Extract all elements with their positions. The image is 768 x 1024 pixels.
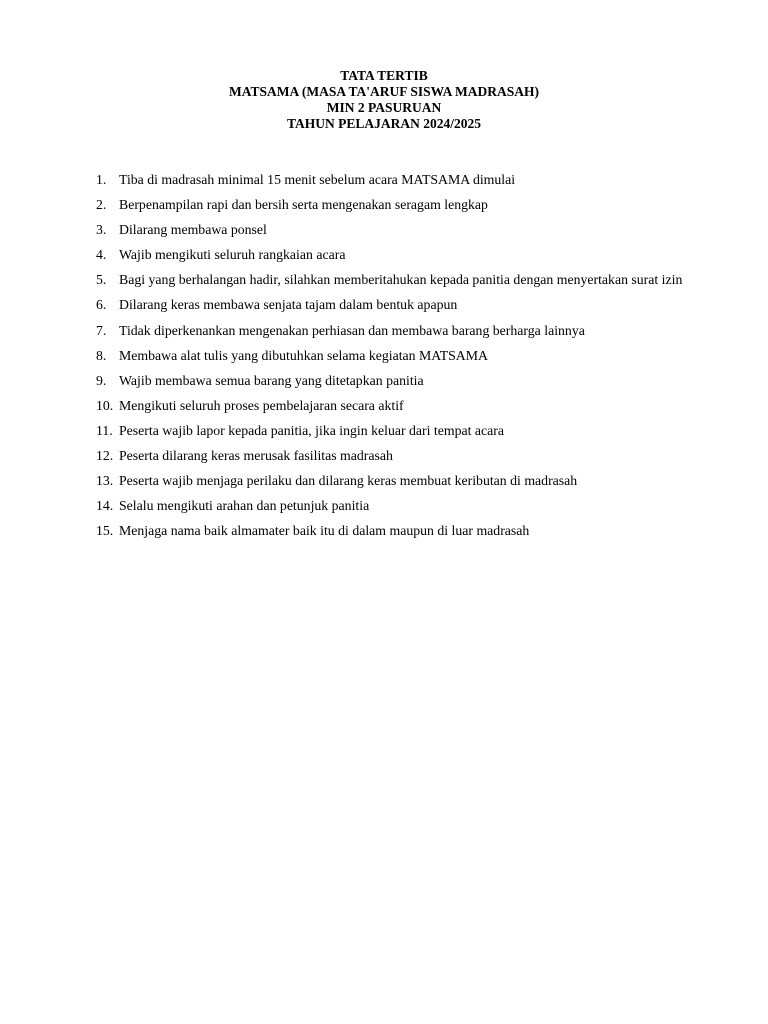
rule-text: Bagi yang berhalangan hadir, silahkan memberitahukan kepada panitia dengan menyertakan surat izin <box>119 272 683 288</box>
rule-item <box>96 518 706 543</box>
rule-item <box>96 217 706 242</box>
rule-item <box>96 368 706 393</box>
rule-text: Berpenampilan rapi dan bersih serta mengenakan seragam lengkap <box>119 197 488 213</box>
rule-text: Tiba di madrasah minimal 15 menit sebelum acara MATSAMA dimulai <box>119 172 516 187</box>
rule-text: Wajib mengikuti seluruh rangkaian acara <box>119 247 346 263</box>
rule-text: Peserta wajib menjaga perilaku dan dilarang keras membuat keributan di madrasah <box>119 473 578 489</box>
rule-number: 7. <box>96 322 107 338</box>
rule-text: Selalu mengikuti arahan dan petunjuk panitia <box>119 498 370 514</box>
rule-item <box>96 267 706 292</box>
rule-number: 5. <box>96 272 107 288</box>
rule-text: Wajib membawa semua barang yang ditetapkan panitia <box>119 372 424 388</box>
rule-number: 1. <box>96 172 107 187</box>
rule-item <box>96 393 706 418</box>
rule-number: 11. <box>96 422 113 438</box>
rule-number: 15. <box>96 523 114 539</box>
rule-number: 4. <box>96 247 107 263</box>
rule-number: 8. <box>96 347 107 363</box>
rule-number: 3. <box>96 222 107 238</box>
heading-line-school: MIN 2 PASURUAN <box>326 100 442 115</box>
heading-line-year: TAHUN PELAJARAN 2024/2025 <box>286 116 481 131</box>
heading-line-event: MATSAMA (MASA TA'ARUF SISWA MADRASAH) <box>228 84 540 99</box>
rule-text: Menjaga nama baik almamater baik itu di dalam maupun di luar madrasah <box>119 523 530 539</box>
rule-item <box>96 343 706 368</box>
rule-item <box>96 242 706 267</box>
rule-number: 10. <box>96 397 114 413</box>
rule-item <box>96 468 706 493</box>
rule-item <box>96 418 706 443</box>
rule-text: Tidak diperkenankan mengenakan perhiasan dan membawa barang berharga lainnya <box>119 322 585 338</box>
rule-text: Dilarang keras membawa senjata tajam dalam bentuk apapun <box>119 297 458 313</box>
rule-text: Mengikuti seluruh proses pembelajaran secara aktif <box>119 397 404 413</box>
rule-number: 13. <box>96 473 114 489</box>
rules-list <box>96 167 706 543</box>
rule-number: 12. <box>96 448 114 464</box>
rule-text: Peserta dilarang keras merusak fasilitas madrasah <box>119 448 393 464</box>
rule-text: Dilarang membawa ponsel <box>119 222 267 238</box>
rule-item <box>96 292 706 317</box>
rule-number: 2. <box>96 197 107 213</box>
rule-text: Peserta wajib lapor kepada panitia, jika ingin keluar dari tempat acara <box>119 422 504 438</box>
rule-text: Membawa alat tulis yang dibutuhkan selama kegiatan MATSAMA <box>119 347 488 363</box>
rule-number: 9. <box>96 372 107 388</box>
rule-number: 14. <box>96 498 114 514</box>
rule-number: 6. <box>96 297 107 313</box>
rule-item <box>96 167 706 192</box>
rule-item <box>96 443 706 468</box>
document-heading <box>0 68 768 132</box>
heading-line-title: TATA TERTIB <box>340 68 428 83</box>
rule-item <box>96 318 706 343</box>
rule-item <box>96 493 706 518</box>
rule-item <box>96 192 706 217</box>
